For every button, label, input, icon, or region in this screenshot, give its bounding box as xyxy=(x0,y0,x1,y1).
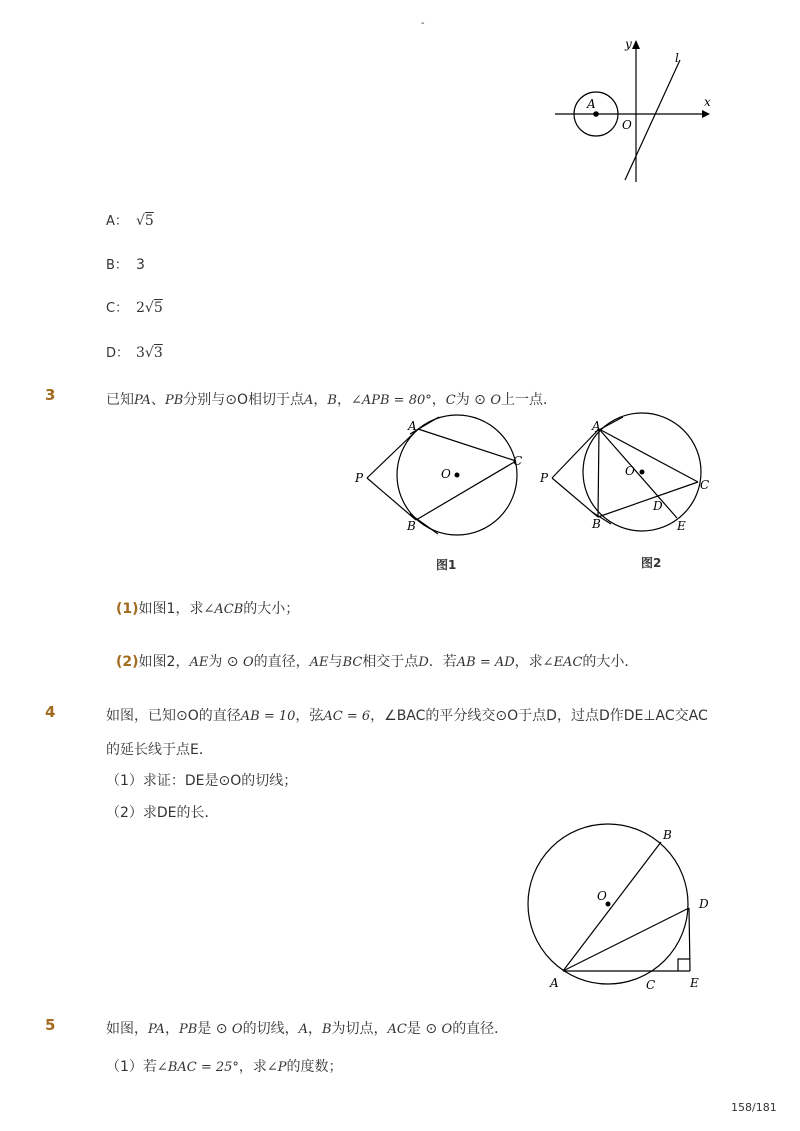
option-c xyxy=(106,297,163,316)
a-label: A xyxy=(587,97,596,111)
option-label: B： xyxy=(106,258,128,273)
diameter-ae xyxy=(599,429,677,518)
b-label: B xyxy=(407,519,416,533)
x-axis-arrow xyxy=(702,110,710,118)
p-label: P xyxy=(355,471,364,485)
diameter-ab xyxy=(563,842,661,971)
b-label: B xyxy=(663,828,672,842)
center-a-dot xyxy=(593,111,599,117)
option-value: 3 xyxy=(136,257,145,273)
figure-1-caption: 图1 xyxy=(436,558,457,572)
tangent-pb xyxy=(367,478,416,520)
q4-part-2: （2）求DE的长． xyxy=(106,805,219,821)
q3-statement: 已知PA、PB分别与⊙O相切于点A，B，∠APB = 80°，C为 ⊙ O上一点． xyxy=(106,392,558,408)
option-value: 3√3 xyxy=(136,345,163,361)
center-o-dot xyxy=(640,470,645,475)
d-label: D xyxy=(653,499,663,513)
y-label: y xyxy=(625,37,632,51)
center-o-dot xyxy=(455,473,460,478)
chord-bc xyxy=(598,482,698,517)
chord-ac xyxy=(599,429,698,482)
chord-ab xyxy=(598,429,599,517)
question-number-3: 3 xyxy=(45,386,56,404)
option-b xyxy=(106,254,145,273)
q3-sub-2: (2)如图2，AE为 ⊙ O的直径，AE与BC相交于点D．若AB = AD，求∠EAC的大小． xyxy=(116,654,639,670)
chord-bc xyxy=(416,461,516,520)
question-number-5: 5 xyxy=(45,1016,56,1034)
c-label: C xyxy=(646,978,656,992)
option-label: D： xyxy=(106,346,130,361)
c-label: C xyxy=(513,454,523,468)
a-label: A xyxy=(550,976,559,990)
o-label: O xyxy=(597,889,607,903)
figure-2-caption: 图2 xyxy=(641,556,662,570)
tangent-pb xyxy=(552,478,598,517)
tangent-pa xyxy=(367,429,418,478)
header-mark: - xyxy=(421,18,425,29)
option-value: 2√5 xyxy=(136,300,163,316)
q3-figure-1 xyxy=(350,412,530,537)
y-axis-arrow xyxy=(632,40,640,49)
option-a xyxy=(106,210,154,229)
a-label: A xyxy=(592,419,601,433)
question-number-4: 4 xyxy=(45,703,56,721)
option-label: A： xyxy=(106,214,128,229)
q5-part-1: （1）若∠BAC = 25°，求∠P的度数； xyxy=(106,1059,343,1075)
q4-figure xyxy=(520,820,720,995)
x-label: x xyxy=(704,95,711,109)
page-number: 158/181 xyxy=(731,1101,777,1114)
option-value: √5 xyxy=(136,213,154,229)
q3-sub-1: (1)如图1，求∠ACB的大小； xyxy=(116,601,300,617)
b-label: B xyxy=(592,517,601,531)
l-label: l xyxy=(675,51,679,65)
chord-ad xyxy=(563,908,689,971)
p-label: P xyxy=(540,471,549,485)
e-label: E xyxy=(677,519,686,533)
o-label: O xyxy=(441,467,451,481)
q4-part-1: （1）求证：DE是⊙O的切线； xyxy=(106,773,298,789)
a-label: A xyxy=(408,419,417,433)
q4-statement-line-1: 如图，已知⊙O的直径AB = 10，弦AC = 6，∠BAC的平分线交⊙O于点D，过点D作DE⊥AC交AC xyxy=(106,708,708,724)
coordinate-figure xyxy=(550,30,720,190)
c-label: C xyxy=(700,478,710,492)
q4-statement-line-2: 的延长线于点E． xyxy=(106,742,213,758)
q3-figure-2 xyxy=(535,412,715,537)
tangent-pa xyxy=(552,429,599,478)
segment-de xyxy=(689,908,690,971)
right-angle-mark xyxy=(678,959,690,971)
line-l xyxy=(625,60,680,180)
o-label: O xyxy=(622,118,632,132)
q5-statement: 如图，PA，PB是 ⊙ O的切线，A，B为切点，AC是 ⊙ O的直径． xyxy=(106,1021,509,1037)
o-label: O xyxy=(625,464,635,478)
option-label: C： xyxy=(106,301,129,316)
e-label: E xyxy=(690,976,699,990)
option-d xyxy=(106,342,163,361)
d-label: D xyxy=(699,897,709,911)
